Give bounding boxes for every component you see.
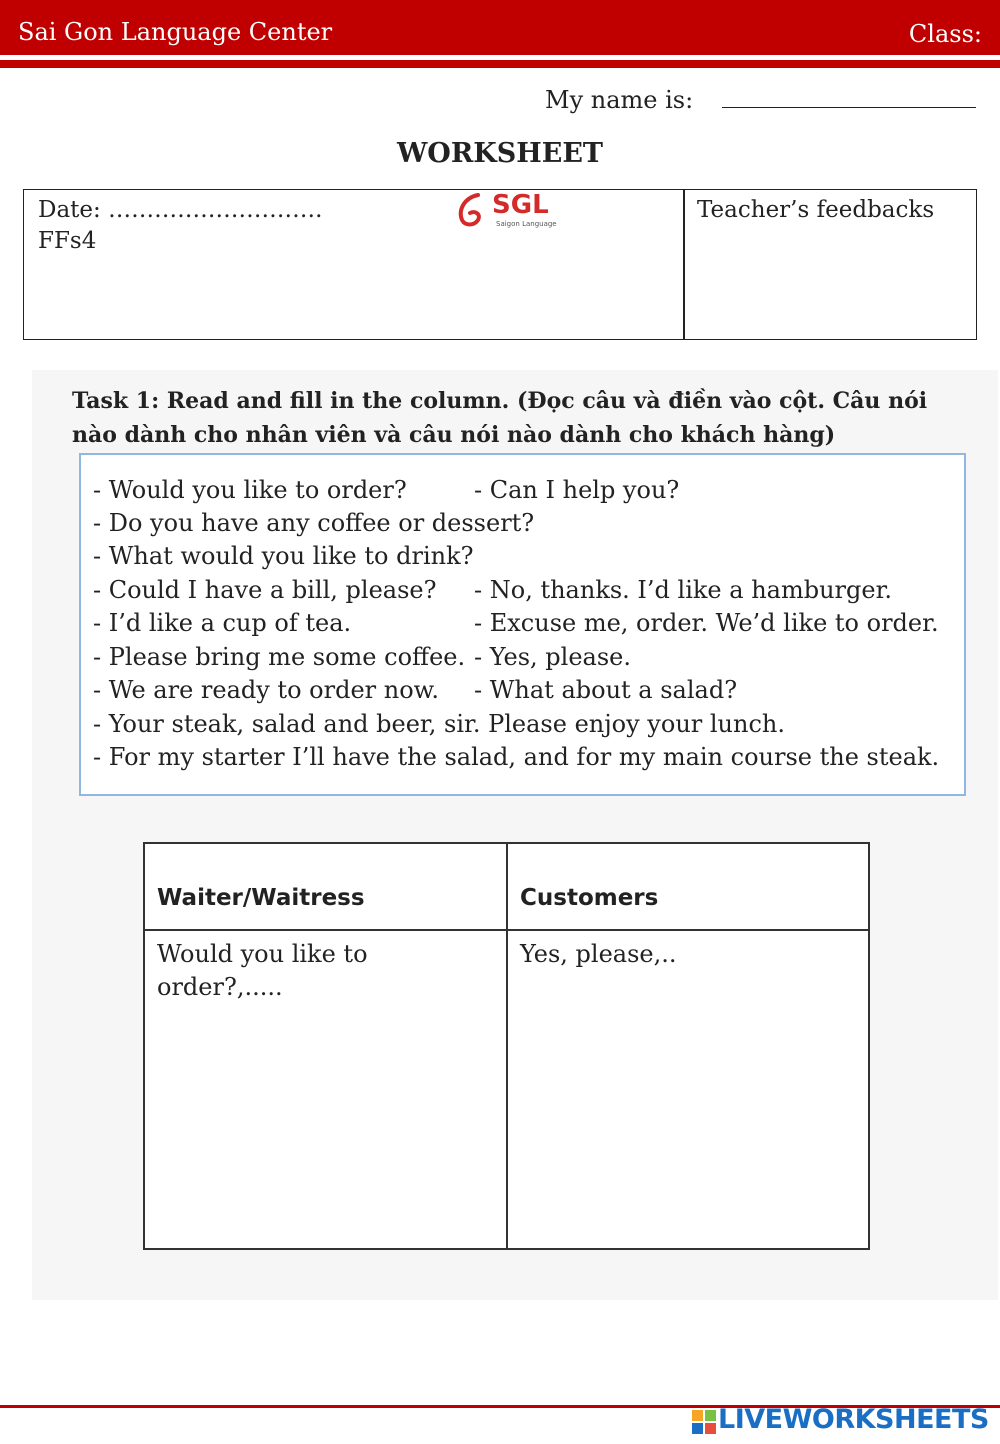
liveworksheets-brand[interactable]: LIVEWORKSHEETS bbox=[718, 1404, 989, 1435]
phrase-item: - What would you like to drink? bbox=[93, 542, 474, 570]
name-label: My name is: bbox=[545, 86, 694, 114]
phrase-item: - I’d like a cup of tea. bbox=[93, 609, 352, 637]
phrase-item: - Please bring me some coffee. bbox=[93, 643, 466, 671]
phrase-item: - Yes, please. bbox=[474, 643, 631, 671]
table-header-customers: Customers bbox=[520, 885, 659, 911]
class-label: Class: bbox=[908, 20, 982, 48]
table-column-divider bbox=[506, 842, 508, 1250]
phrase-item: - Could I have a bill, please? bbox=[93, 576, 437, 604]
phrase-item: - Would you like to order? bbox=[93, 476, 407, 504]
task-title: Task 1: Read and fill in the column. (Đọc câu và điền vào cột. Câu nói nào dành cho nhân viên và câu nói nào dành cho khách hàng) bbox=[72, 388, 928, 448]
lesson-code: FFs4 bbox=[38, 228, 97, 254]
phrase-item: - Can I help you? bbox=[474, 476, 680, 504]
table-row-divider bbox=[143, 929, 870, 931]
phrase-item: - What about a salad? bbox=[474, 676, 738, 704]
name-input-line[interactable] bbox=[722, 107, 976, 108]
phrase-item: - We are ready to order now. bbox=[93, 676, 439, 704]
phrase-item: - Do you have any coffee or dessert? bbox=[93, 509, 535, 537]
liveworksheets-logo-icon bbox=[692, 1410, 716, 1434]
phrase-item: - Excuse me, order. We’d like to order. bbox=[474, 609, 939, 637]
header-divider bbox=[0, 60, 1000, 68]
customer-answer-cell[interactable]: Yes, please,.. bbox=[520, 940, 677, 968]
phrase-item: - No, thanks. I’d like a hamburger. bbox=[474, 576, 893, 604]
sgl-logo-subtext: Saigon Language bbox=[496, 220, 557, 228]
teacher-feedback-label: Teacher’s feedbacks bbox=[697, 197, 935, 223]
info-box-divider bbox=[683, 189, 685, 340]
center-name: Sai Gon Language Center bbox=[18, 18, 333, 46]
sgl-logo-text: SGL bbox=[492, 190, 549, 220]
date-label: Date: ………………………. bbox=[38, 197, 323, 223]
phrase-item: - Your steak, salad and beer, sir. Please enjoy your lunch. bbox=[93, 710, 785, 738]
phrase-item: - For my starter I’ll have the salad, and for my main course the steak. bbox=[93, 743, 940, 771]
waiter-answer-cell[interactable]: Would you like to order?,..... bbox=[157, 940, 368, 1001]
worksheet-title: WORKSHEET bbox=[396, 138, 603, 169]
table-header-waiter: Waiter/Waitress bbox=[157, 885, 365, 911]
